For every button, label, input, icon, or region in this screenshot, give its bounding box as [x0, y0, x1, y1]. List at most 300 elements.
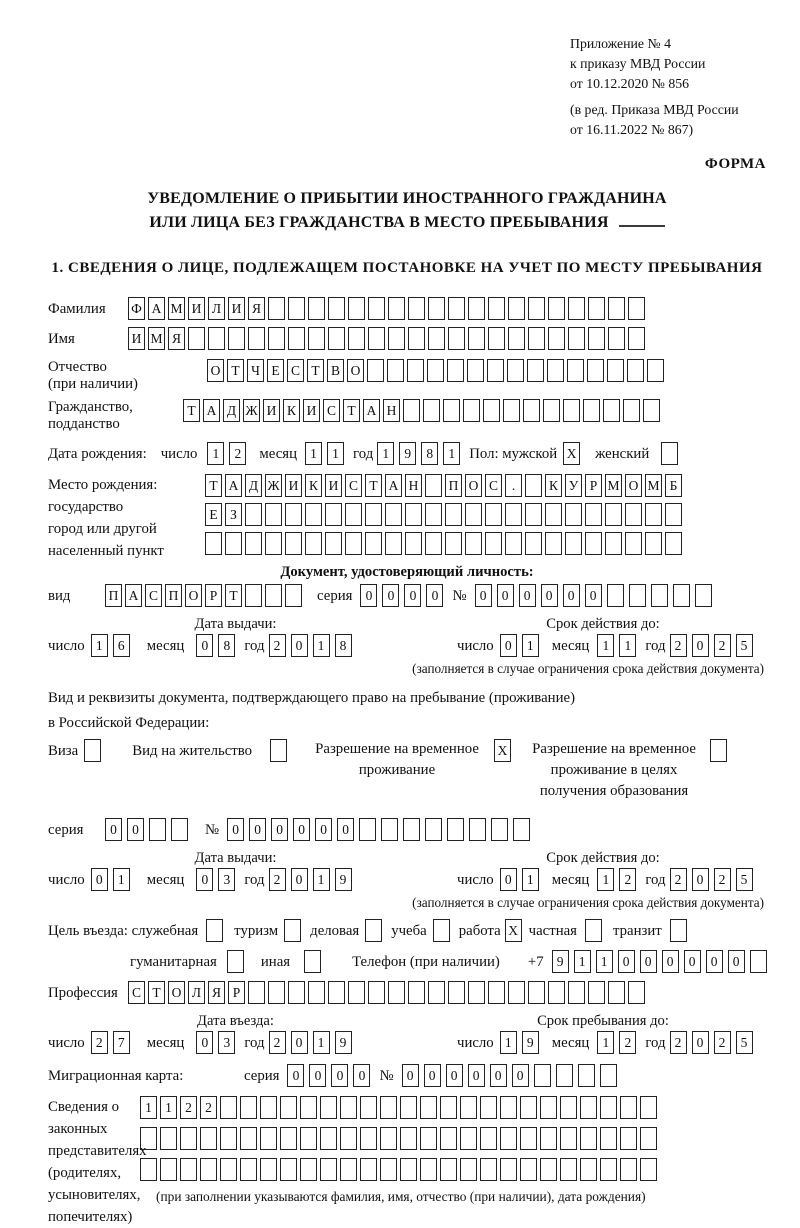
representatives-cells-row3-cell[interactable]	[220, 1158, 237, 1181]
patronymic-cells-cell[interactable]	[467, 359, 484, 382]
birthplace-cells-row2-cell[interactable]	[445, 503, 462, 526]
doc-number-cells-cell[interactable]: 0	[519, 584, 536, 607]
citizenship-cells-cell[interactable]	[623, 399, 640, 422]
birthplace-cells-row1-cell[interactable]: У	[565, 474, 582, 497]
entry-year-cells-cell[interactable]: 2	[269, 1031, 286, 1054]
profession-cells-cell[interactable]: Л	[188, 981, 205, 1004]
given-name-cells-cell[interactable]	[368, 327, 385, 350]
citizenship-cells-cell[interactable]	[463, 399, 480, 422]
profession-cells-cell[interactable]	[328, 981, 345, 1004]
profession-cells-cell[interactable]	[468, 981, 485, 1004]
doc-type-cells-cell[interactable]: О	[185, 584, 202, 607]
birthplace-cells-row1-cell[interactable]: Д	[245, 474, 262, 497]
representatives-cells-row2-cell[interactable]	[500, 1127, 517, 1150]
stay-year-cells-cell[interactable]: 5	[736, 1031, 753, 1054]
given-name-cells-cell[interactable]	[488, 327, 505, 350]
patronymic-cells-cell[interactable]: О	[347, 359, 364, 382]
entry-month-cells-cell[interactable]: 0	[196, 1031, 213, 1054]
purpose-business-checkbox[interactable]	[365, 919, 385, 942]
phone-cells-cell[interactable]: 0	[728, 950, 745, 973]
permit-valid-day-cells[interactable]	[500, 868, 544, 891]
doc-issue-day-cells-cell[interactable]: 1	[91, 634, 108, 657]
patronymic-cells-cell[interactable]	[407, 359, 424, 382]
given-name-cells-cell[interactable]	[608, 327, 625, 350]
representatives-cells-row2[interactable]	[140, 1127, 660, 1150]
doc-issue-year-cells-cell[interactable]: 2	[269, 634, 286, 657]
birth-month-cells-cell[interactable]: 1	[327, 442, 344, 465]
profession-cells-cell[interactable]: Р	[228, 981, 245, 1004]
representatives-cells-row3-cell[interactable]	[380, 1158, 397, 1181]
representatives-cells-row2-cell[interactable]	[240, 1127, 257, 1150]
surname-cells-cell[interactable]	[588, 297, 605, 320]
profession-cells-cell[interactable]	[508, 981, 525, 1004]
entry-year-cells[interactable]	[269, 1031, 357, 1054]
residence-permit-checkbox-cell[interactable]	[270, 739, 287, 762]
surname-cells-cell[interactable]	[328, 297, 345, 320]
surname-cells-cell[interactable]	[508, 297, 525, 320]
birthplace-cells-row2-cell[interactable]: З	[225, 503, 242, 526]
representatives-cells-row2-cell[interactable]	[420, 1127, 437, 1150]
doc-type-cells-cell[interactable]: Р	[205, 584, 222, 607]
representatives-cells-row1-cell[interactable]: 2	[200, 1096, 217, 1119]
birthplace-cells-row2-cell[interactable]	[405, 503, 422, 526]
stay-day-cells-cell[interactable]: 9	[522, 1031, 539, 1054]
phone-cells-cell[interactable]: 1	[596, 950, 613, 973]
representatives-cells-row3-cell[interactable]	[500, 1158, 517, 1181]
rvp-education-checkbox-cell[interactable]	[710, 739, 727, 762]
birthplace-cells-row3-cell[interactable]	[445, 532, 462, 555]
permit-number-cells-cell[interactable]	[447, 818, 464, 841]
surname-cells-cell[interactable]: М	[168, 297, 185, 320]
birthplace-cells-row1-cell[interactable]: П	[445, 474, 462, 497]
profession-cells-cell[interactable]: Я	[208, 981, 225, 1004]
birthplace-cells-row3-cell[interactable]	[645, 532, 662, 555]
birth-day-cells[interactable]	[207, 442, 251, 465]
birthplace-cells-row2-cell[interactable]	[585, 503, 602, 526]
doc-series-cells-cell[interactable]: 0	[382, 584, 399, 607]
representatives-cells-row1-cell[interactable]	[260, 1096, 277, 1119]
birthplace-cells-row1-cell[interactable]: .	[505, 474, 522, 497]
representatives-cells-row3-cell[interactable]	[140, 1158, 157, 1181]
given-name-cells-cell[interactable]	[568, 327, 585, 350]
doc-issue-year-cells-cell[interactable]: 1	[313, 634, 330, 657]
patronymic-cells-cell[interactable]	[607, 359, 624, 382]
migration-number-cells-cell[interactable]: 0	[490, 1064, 507, 1087]
birth-year-cells-cell[interactable]: 1	[377, 442, 394, 465]
permit-valid-year-cells-cell[interactable]: 5	[736, 868, 753, 891]
representatives-cells-row2-cell[interactable]	[620, 1127, 637, 1150]
representatives-cells-row1-cell[interactable]	[380, 1096, 397, 1119]
citizenship-cells-cell[interactable]	[603, 399, 620, 422]
representatives-cells-row3-cell[interactable]	[440, 1158, 457, 1181]
representatives-cells-row3-cell[interactable]	[240, 1158, 257, 1181]
citizenship-cells-cell[interactable]: С	[323, 399, 340, 422]
stay-day-cells[interactable]	[500, 1031, 544, 1054]
patronymic-cells-cell[interactable]	[507, 359, 524, 382]
birthplace-cells-row2-cell[interactable]	[365, 503, 382, 526]
citizenship-cells-cell[interactable]	[523, 399, 540, 422]
patronymic-cells-cell[interactable]	[567, 359, 584, 382]
surname-cells-cell[interactable]	[268, 297, 285, 320]
birth-year-cells-cell[interactable]: 1	[443, 442, 460, 465]
citizenship-cells-cell[interactable]: Т	[343, 399, 360, 422]
birthplace-cells-row3-cell[interactable]	[205, 532, 222, 555]
given-name-cells-cell[interactable]	[328, 327, 345, 350]
profession-cells[interactable]	[128, 981, 648, 1004]
representatives-cells-row2-cell[interactable]	[360, 1127, 377, 1150]
phone-cells[interactable]	[552, 950, 772, 973]
entry-month-cells-cell[interactable]: 3	[218, 1031, 235, 1054]
permit-number-cells-cell[interactable]: 0	[249, 818, 266, 841]
birthplace-cells-row1-cell[interactable]: К	[305, 474, 322, 497]
birthplace-cells-row2-cell[interactable]	[325, 503, 342, 526]
doc-type-cells-cell[interactable]: П	[105, 584, 122, 607]
citizenship-cells-cell[interactable]	[443, 399, 460, 422]
visa-checkbox[interactable]	[84, 739, 104, 762]
representatives-cells-row3[interactable]	[140, 1158, 660, 1181]
permit-series-cells-cell[interactable]	[149, 818, 166, 841]
rvp-checkbox-cell[interactable]: X	[494, 739, 511, 762]
stay-year-cells-cell[interactable]: 0	[692, 1031, 709, 1054]
doc-number-cells-cell[interactable]	[695, 584, 712, 607]
citizenship-cells-cell[interactable]: А	[363, 399, 380, 422]
representatives-cells-row2-cell[interactable]	[140, 1127, 157, 1150]
citizenship-cells-cell[interactable]	[503, 399, 520, 422]
permit-number-cells[interactable]	[227, 818, 535, 841]
surname-cells-cell[interactable]: А	[148, 297, 165, 320]
given-name-cells-cell[interactable]	[508, 327, 525, 350]
surname-cells-cell[interactable]	[308, 297, 325, 320]
representatives-cells-row3-cell[interactable]	[580, 1158, 597, 1181]
birthplace-cells-row1-cell[interactable]: Ж	[265, 474, 282, 497]
migration-number-cells-cell[interactable]	[534, 1064, 551, 1087]
representatives-cells-row2-cell[interactable]	[540, 1127, 557, 1150]
citizenship-cells-cell[interactable]: Д	[223, 399, 240, 422]
given-name-cells-cell[interactable]	[228, 327, 245, 350]
birthplace-cells-row3-cell[interactable]	[485, 532, 502, 555]
profession-cells-cell[interactable]	[488, 981, 505, 1004]
profession-cells-cell[interactable]	[568, 981, 585, 1004]
doc-number-cells-cell[interactable]: 0	[475, 584, 492, 607]
given-name-cells-cell[interactable]	[208, 327, 225, 350]
permit-valid-year-cells-cell[interactable]: 0	[692, 868, 709, 891]
permit-valid-month-cells-cell[interactable]: 2	[619, 868, 636, 891]
stay-day-cells-cell[interactable]: 1	[500, 1031, 517, 1054]
representatives-cells-row1-cell[interactable]	[220, 1096, 237, 1119]
surname-cells-cell[interactable]	[388, 297, 405, 320]
sex-female-checkbox[interactable]	[661, 442, 681, 465]
profession-cells-cell[interactable]	[428, 981, 445, 1004]
given-name-cells-cell[interactable]: М	[148, 327, 165, 350]
doc-valid-year-cells-cell[interactable]: 5	[736, 634, 753, 657]
birthplace-cells-row2-cell[interactable]	[385, 503, 402, 526]
rvp-checkbox[interactable]	[494, 739, 514, 762]
given-name-cells-cell[interactable]	[528, 327, 545, 350]
doc-number-cells-cell[interactable]	[673, 584, 690, 607]
surname-cells-cell[interactable]: И	[228, 297, 245, 320]
given-name-cells-cell[interactable]: Я	[168, 327, 185, 350]
representatives-cells-row1-cell[interactable]	[640, 1096, 657, 1119]
citizenship-cells-cell[interactable]: И	[263, 399, 280, 422]
representatives-cells-row2-cell[interactable]	[220, 1127, 237, 1150]
permit-issue-year-cells[interactable]	[269, 868, 357, 891]
birthplace-cells-row1-cell[interactable]: М	[605, 474, 622, 497]
representatives-cells-row2-cell[interactable]	[160, 1127, 177, 1150]
purpose-humanitarian-checkbox[interactable]	[227, 950, 247, 973]
citizenship-cells-cell[interactable]	[483, 399, 500, 422]
permit-number-cells-cell[interactable]: 0	[271, 818, 288, 841]
doc-series-cells-cell[interactable]: 0	[426, 584, 443, 607]
birthplace-cells-row1-cell[interactable]: И	[285, 474, 302, 497]
representatives-cells-row2-cell[interactable]	[580, 1127, 597, 1150]
purpose-humanitarian-checkbox-cell[interactable]	[227, 950, 244, 973]
citizenship-cells-cell[interactable]	[643, 399, 660, 422]
doc-type-cells-cell[interactable]: А	[125, 584, 142, 607]
migration-series-cells[interactable]	[287, 1064, 375, 1087]
representatives-cells-row1-cell[interactable]	[320, 1096, 337, 1119]
migration-series-cells-cell[interactable]: 0	[331, 1064, 348, 1087]
permit-number-cells-cell[interactable]	[381, 818, 398, 841]
permit-number-cells-cell[interactable]	[469, 818, 486, 841]
doc-valid-month-cells-cell[interactable]: 1	[597, 634, 614, 657]
doc-issue-month-cells[interactable]	[196, 634, 240, 657]
phone-cells-cell[interactable]: 0	[640, 950, 657, 973]
birth-year-cells-cell[interactable]: 8	[421, 442, 438, 465]
patronymic-cells-cell[interactable]	[447, 359, 464, 382]
profession-cells-cell[interactable]	[588, 981, 605, 1004]
permit-valid-year-cells-cell[interactable]: 2	[670, 868, 687, 891]
permit-issue-year-cells-cell[interactable]: 0	[291, 868, 308, 891]
stay-month-cells[interactable]	[597, 1031, 641, 1054]
patronymic-cells-cell[interactable]: Т	[227, 359, 244, 382]
given-name-cells-cell[interactable]	[628, 327, 645, 350]
representatives-cells-row3-cell[interactable]	[400, 1158, 417, 1181]
given-name-cells-cell[interactable]	[348, 327, 365, 350]
doc-type-cells[interactable]	[105, 584, 305, 607]
patronymic-cells-cell[interactable]	[487, 359, 504, 382]
birthplace-cells-row3-cell[interactable]	[565, 532, 582, 555]
birthplace-cells-row2-cell[interactable]	[285, 503, 302, 526]
phone-cells-cell[interactable]: 0	[618, 950, 635, 973]
birthplace-cells-row3-cell[interactable]	[405, 532, 422, 555]
entry-month-cells[interactable]	[196, 1031, 240, 1054]
citizenship-cells-cell[interactable]	[543, 399, 560, 422]
rvp-education-checkbox[interactable]	[710, 739, 730, 762]
permit-valid-day-cells-cell[interactable]: 0	[500, 868, 517, 891]
migration-series-cells-cell[interactable]: 0	[287, 1064, 304, 1087]
patronymic-cells-cell[interactable]: Т	[307, 359, 324, 382]
permit-issue-year-cells-cell[interactable]: 9	[335, 868, 352, 891]
doc-number-cells-cell[interactable]	[651, 584, 668, 607]
purpose-work-checkbox-cell[interactable]: X	[505, 919, 522, 942]
citizenship-cells-cell[interactable]: К	[283, 399, 300, 422]
permit-valid-month-cells-cell[interactable]: 1	[597, 868, 614, 891]
representatives-cells-row2-cell[interactable]	[640, 1127, 657, 1150]
birthplace-cells-row3-cell[interactable]	[525, 532, 542, 555]
birthplace-cells-row1-cell[interactable]: А	[385, 474, 402, 497]
birthplace-cells-row2-cell[interactable]	[605, 503, 622, 526]
doc-series-cells-cell[interactable]: 0	[360, 584, 377, 607]
surname-cells-cell[interactable]: Я	[248, 297, 265, 320]
surname-cells-cell[interactable]	[348, 297, 365, 320]
migration-number-cells-cell[interactable]: 0	[424, 1064, 441, 1087]
surname-cells[interactable]	[128, 297, 648, 320]
given-name-cells-cell[interactable]	[448, 327, 465, 350]
doc-issue-year-cells-cell[interactable]: 0	[291, 634, 308, 657]
representatives-cells-row3-cell[interactable]	[540, 1158, 557, 1181]
given-name-cells-cell[interactable]	[268, 327, 285, 350]
phone-cells-cell[interactable]: 1	[574, 950, 591, 973]
profession-cells-cell[interactable]	[308, 981, 325, 1004]
birthplace-cells-row2-cell[interactable]	[245, 503, 262, 526]
citizenship-cells-cell[interactable]	[563, 399, 580, 422]
birthplace-cells-row3-cell[interactable]	[225, 532, 242, 555]
doc-type-cells-cell[interactable]	[265, 584, 282, 607]
phone-cells-cell[interactable]: 0	[662, 950, 679, 973]
permit-number-cells-cell[interactable]	[491, 818, 508, 841]
migration-number-cells-cell[interactable]	[578, 1064, 595, 1087]
doc-valid-year-cells-cell[interactable]: 0	[692, 634, 709, 657]
purpose-study-checkbox[interactable]	[433, 919, 453, 942]
purpose-work-checkbox[interactable]	[505, 919, 525, 942]
birthplace-cells-row2-cell[interactable]	[545, 503, 562, 526]
doc-valid-month-cells-cell[interactable]: 1	[619, 634, 636, 657]
permit-issue-month-cells[interactable]	[196, 868, 240, 891]
purpose-tourism-checkbox-cell[interactable]	[284, 919, 301, 942]
phone-cells-cell[interactable]	[750, 950, 767, 973]
entry-year-cells-cell[interactable]: 9	[335, 1031, 352, 1054]
doc-type-cells-cell[interactable]: П	[165, 584, 182, 607]
surname-cells-cell[interactable]	[568, 297, 585, 320]
profession-cells-cell[interactable]	[448, 981, 465, 1004]
birthplace-cells-row1-cell[interactable]: И	[325, 474, 342, 497]
representatives-cells-row3-cell[interactable]	[180, 1158, 197, 1181]
birthplace-cells-row3-cell[interactable]	[665, 532, 682, 555]
doc-number-cells-cell[interactable]: 0	[563, 584, 580, 607]
birthplace-cells-row1-cell[interactable]: Т	[205, 474, 222, 497]
representatives-cells-row2-cell[interactable]	[180, 1127, 197, 1150]
patronymic-cells-cell[interactable]	[647, 359, 664, 382]
representatives-cells-row1-cell[interactable]	[440, 1096, 457, 1119]
representatives-cells-row2-cell[interactable]	[520, 1127, 537, 1150]
birth-day-cells-cell[interactable]: 2	[229, 442, 246, 465]
patronymic-cells-cell[interactable]: Ч	[247, 359, 264, 382]
surname-cells-cell[interactable]	[288, 297, 305, 320]
migration-number-cells-cell[interactable]: 0	[402, 1064, 419, 1087]
representatives-cells-row2-cell[interactable]	[200, 1127, 217, 1150]
doc-issue-month-cells-cell[interactable]: 0	[196, 634, 213, 657]
birthplace-cells-row1-cell[interactable]: О	[465, 474, 482, 497]
birthplace-cells-row3-cell[interactable]	[265, 532, 282, 555]
migration-series-cells-cell[interactable]: 0	[353, 1064, 370, 1087]
representatives-cells-row1-cell[interactable]	[240, 1096, 257, 1119]
patronymic-cells-cell[interactable]: Е	[267, 359, 284, 382]
entry-day-cells-cell[interactable]: 7	[113, 1031, 130, 1054]
permit-number-cells-cell[interactable]: 0	[293, 818, 310, 841]
surname-cells-cell[interactable]	[408, 297, 425, 320]
birthplace-cells-row3-cell[interactable]	[385, 532, 402, 555]
patronymic-cells-cell[interactable]	[387, 359, 404, 382]
entry-day-cells-cell[interactable]: 2	[91, 1031, 108, 1054]
representatives-cells-row1-cell[interactable]	[600, 1096, 617, 1119]
surname-cells-cell[interactable]	[528, 297, 545, 320]
surname-cells-cell[interactable]	[628, 297, 645, 320]
doc-valid-day-cells-cell[interactable]: 1	[522, 634, 539, 657]
birthplace-cells-row2-cell[interactable]	[625, 503, 642, 526]
citizenship-cells-cell[interactable]	[583, 399, 600, 422]
permit-valid-year-cells-cell[interactable]: 2	[714, 868, 731, 891]
stay-year-cells-cell[interactable]: 2	[670, 1031, 687, 1054]
representatives-cells-row2-cell[interactable]	[560, 1127, 577, 1150]
doc-series-cells[interactable]	[360, 584, 448, 607]
birthplace-cells-row1-cell[interactable]: С	[485, 474, 502, 497]
purpose-other-checkbox[interactable]	[304, 950, 324, 973]
birthplace-cells-row3-cell[interactable]	[245, 532, 262, 555]
representatives-cells-row2-cell[interactable]	[460, 1127, 477, 1150]
surname-cells-cell[interactable]	[608, 297, 625, 320]
doc-series-cells-cell[interactable]: 0	[404, 584, 421, 607]
birthplace-cells-row2-cell[interactable]	[525, 503, 542, 526]
surname-cells-cell[interactable]: Ф	[128, 297, 145, 320]
given-name-cells-cell[interactable]	[188, 327, 205, 350]
representatives-cells-row3-cell[interactable]	[160, 1158, 177, 1181]
birthplace-cells-row1-cell[interactable]: К	[545, 474, 562, 497]
doc-type-cells-cell[interactable]: Т	[225, 584, 242, 607]
permit-issue-year-cells-cell[interactable]: 1	[313, 868, 330, 891]
birthplace-cells-row1-cell[interactable]: А	[225, 474, 242, 497]
permit-number-cells-cell[interactable]: 0	[227, 818, 244, 841]
citizenship-cells-cell[interactable]: Ж	[243, 399, 260, 422]
representatives-cells-row1-cell[interactable]	[280, 1096, 297, 1119]
permit-valid-year-cells[interactable]	[670, 868, 758, 891]
birthplace-cells-row3-cell[interactable]	[545, 532, 562, 555]
patronymic-cells-cell[interactable]	[627, 359, 644, 382]
profession-cells-cell[interactable]	[608, 981, 625, 1004]
given-name-cells[interactable]	[128, 327, 648, 350]
birthplace-cells-row3[interactable]	[205, 532, 685, 555]
representatives-cells-row1[interactable]	[140, 1096, 660, 1119]
doc-issue-day-cells-cell[interactable]: 6	[113, 634, 130, 657]
doc-valid-day-cells-cell[interactable]: 0	[500, 634, 517, 657]
representatives-cells-row3-cell[interactable]	[200, 1158, 217, 1181]
representatives-cells-row2-cell[interactable]	[280, 1127, 297, 1150]
doc-issue-month-cells-cell[interactable]: 8	[218, 634, 235, 657]
birthplace-cells-row2-cell[interactable]	[645, 503, 662, 526]
birthplace-cells-row1-cell[interactable]: Б	[665, 474, 682, 497]
birthplace-cells-row2-cell[interactable]	[425, 503, 442, 526]
birthplace-cells-row3-cell[interactable]	[505, 532, 522, 555]
representatives-cells-row1-cell[interactable]	[620, 1096, 637, 1119]
representatives-cells-row3-cell[interactable]	[480, 1158, 497, 1181]
representatives-cells-row1-cell[interactable]	[520, 1096, 537, 1119]
doc-issue-year-cells-cell[interactable]: 8	[335, 634, 352, 657]
profession-cells-cell[interactable]	[268, 981, 285, 1004]
sex-male-checkbox-cell[interactable]: X	[563, 442, 580, 465]
given-name-cells-cell[interactable]	[588, 327, 605, 350]
representatives-cells-row1-cell[interactable]: 1	[140, 1096, 157, 1119]
birthplace-cells-row1-cell[interactable]: Р	[585, 474, 602, 497]
representatives-cells-row3-cell[interactable]	[360, 1158, 377, 1181]
representatives-cells-row1-cell[interactable]: 1	[160, 1096, 177, 1119]
doc-number-cells-cell[interactable]: 0	[541, 584, 558, 607]
given-name-cells-cell[interactable]: И	[128, 327, 145, 350]
profession-cells-cell[interactable]: С	[128, 981, 145, 1004]
birthplace-cells-row3-cell[interactable]	[585, 532, 602, 555]
birthplace-cells-row1-cell[interactable]: Т	[365, 474, 382, 497]
stay-month-cells-cell[interactable]: 1	[597, 1031, 614, 1054]
permit-issue-day-cells-cell[interactable]: 1	[113, 868, 130, 891]
representatives-cells-row1-cell[interactable]	[340, 1096, 357, 1119]
